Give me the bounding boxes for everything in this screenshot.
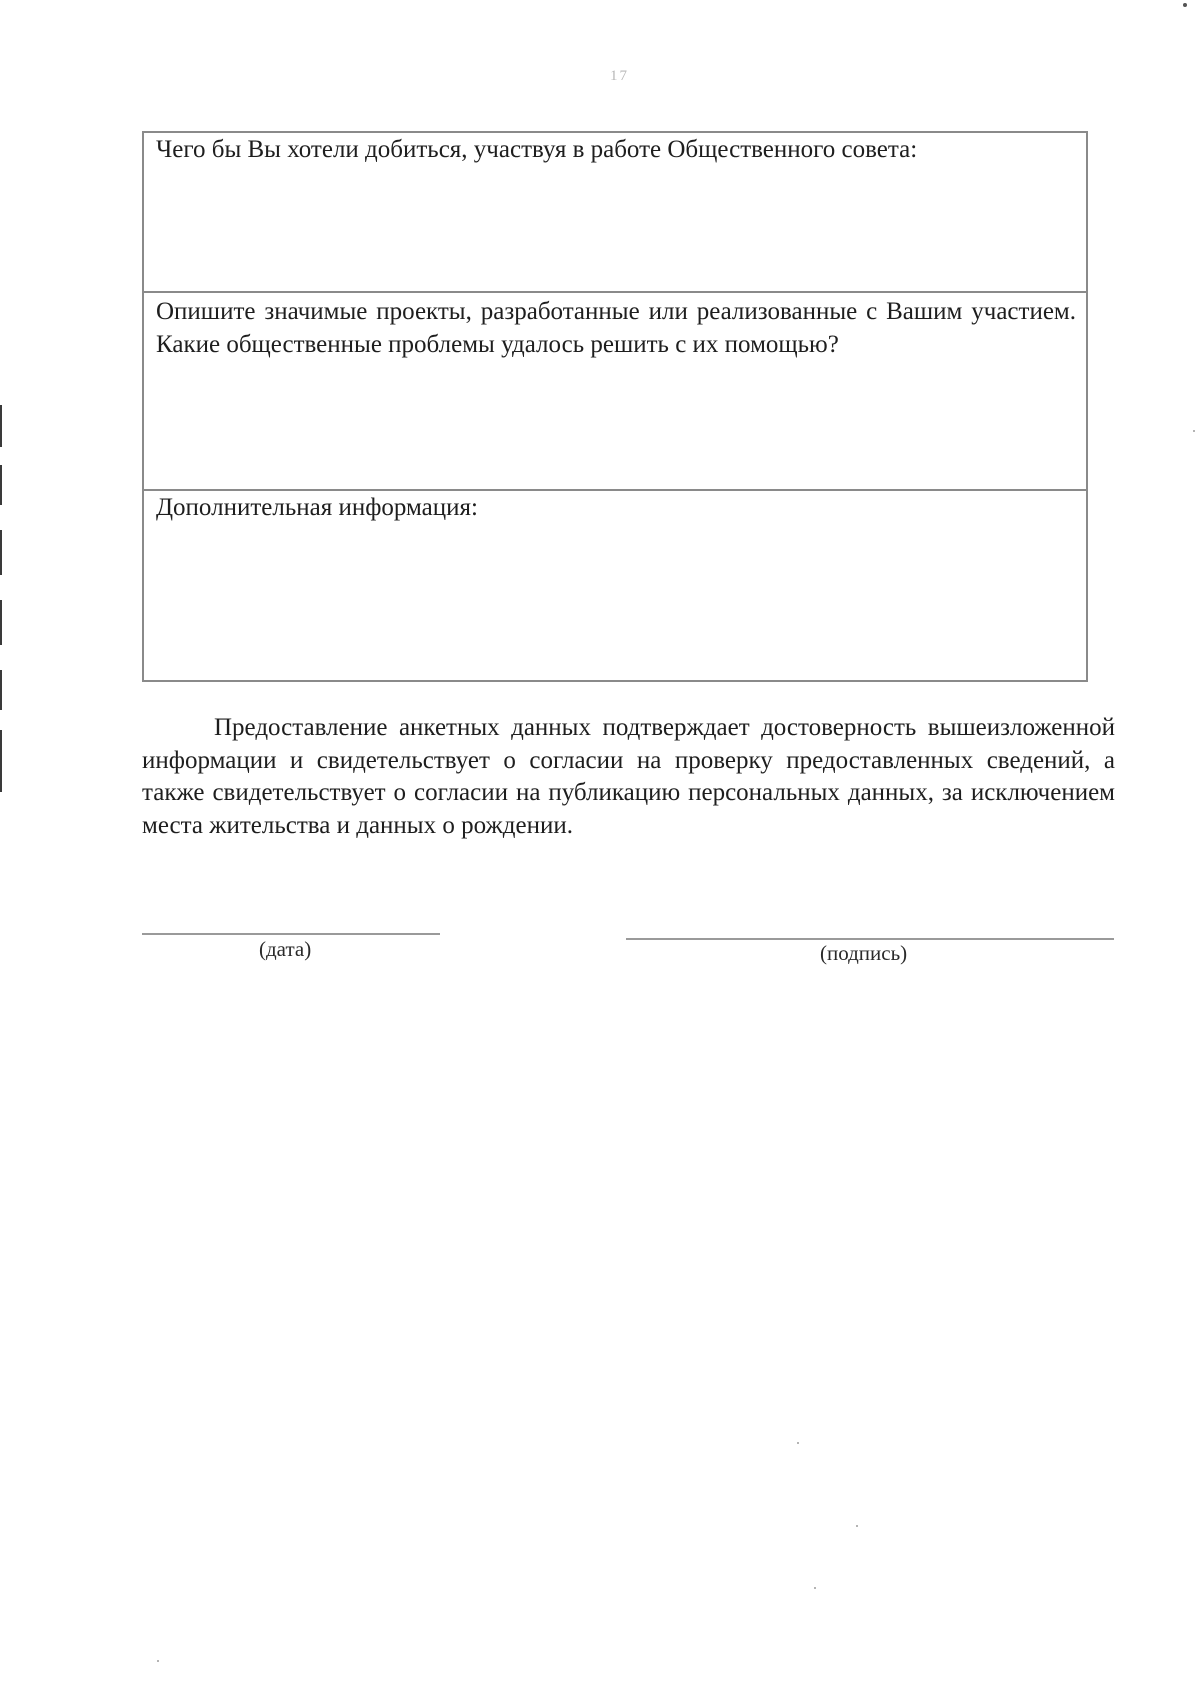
date-line[interactable]	[142, 933, 440, 935]
signature-caption: (подпись)	[820, 941, 908, 965]
additional-info-field[interactable]	[144, 489, 1086, 680]
question-projects-label: Опишите значимые проекты, разработанные или реализованные с Вашим участием. Какие общественные проблемы удалось решить с их помощью?	[156, 298, 1076, 358]
question-projects-field[interactable]	[144, 291, 1086, 489]
scan-speck	[157, 1660, 159, 1662]
consent-paragraph: Предоставление анкетных данных подтверждает достоверность вышеизложенной информации и свидетельствует о согласии на проверку предоставленных сведений, а также свидетельствует о согласии на публикацию персональных данных, за исключением места жительства и данных о рождении.	[142, 714, 1115, 839]
question-goals-label: Чего бы Вы хотели добиться, участвуя в работе Общественного совета:	[156, 136, 918, 163]
question-goals-field[interactable]	[144, 133, 1086, 291]
scan-speck	[1193, 430, 1195, 432]
scan-edge-mark	[0, 405, 2, 447]
scan-speck	[1183, 3, 1187, 7]
additional-info-label: Дополнительная информация:	[156, 494, 478, 521]
scan-speck	[797, 1442, 799, 1444]
scan-edge-mark	[0, 730, 2, 792]
scan-edge-mark	[0, 670, 2, 710]
date-caption: (дата)	[259, 937, 312, 961]
signature-line[interactable]	[626, 938, 1114, 940]
scan-edge-mark	[0, 600, 2, 645]
scan-speck	[814, 1587, 816, 1589]
scan-speck	[856, 1525, 858, 1527]
scan-edge-mark	[0, 465, 2, 505]
questionnaire-table	[142, 131, 1088, 682]
page-number: 17	[610, 68, 629, 84]
scan-edge-mark	[0, 530, 2, 575]
